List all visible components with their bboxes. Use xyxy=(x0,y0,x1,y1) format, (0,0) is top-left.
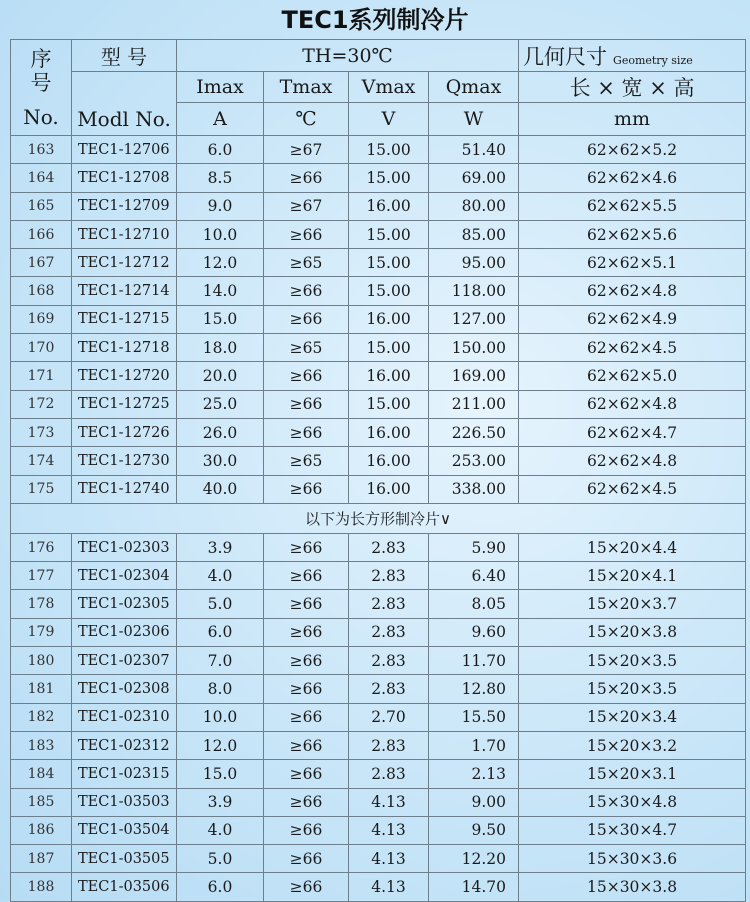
header-dims xyxy=(519,72,746,103)
row-qmax: 14.70 xyxy=(429,873,519,901)
row-vmax: 2.83 xyxy=(349,590,429,618)
row-qmax: 11.70 xyxy=(429,647,519,675)
row-tmax: ≥66 xyxy=(264,845,349,873)
row-number: 172 xyxy=(11,390,72,418)
table-row xyxy=(11,816,746,844)
row-imax: 40.0 xyxy=(177,475,264,503)
row-imax: 8.0 xyxy=(177,675,264,703)
row-vmax: 2.83 xyxy=(349,533,429,561)
row-size: 62×62×4.8 xyxy=(519,390,746,418)
row-qmax: 80.00 xyxy=(429,192,519,220)
row-size: 62×62×4.6 xyxy=(519,164,746,192)
row-imax: 3.9 xyxy=(177,533,264,561)
row-imax: 14.0 xyxy=(177,277,264,305)
row-qmax: 1.70 xyxy=(429,731,519,759)
header-model-en-label: Modl No. xyxy=(77,107,171,131)
header-qmax-label: Qmax xyxy=(445,76,502,98)
row-vmax: 15.00 xyxy=(349,390,429,418)
header-geometry xyxy=(519,40,746,72)
row-number: 187 xyxy=(11,845,72,873)
table-row xyxy=(11,418,746,446)
row-model: TEC1-12706 xyxy=(72,136,177,164)
row-vmax: 15.00 xyxy=(349,220,429,248)
row-tmax: ≥66 xyxy=(264,390,349,418)
row-vmax: 2.70 xyxy=(349,703,429,731)
row-tmax: ≥67 xyxy=(264,192,349,220)
row-model: TEC1-12725 xyxy=(72,390,177,418)
row-vmax: 15.00 xyxy=(349,249,429,277)
row-model: TEC1-02303 xyxy=(72,533,177,561)
table-row xyxy=(11,533,746,561)
header-vmax xyxy=(349,72,429,103)
row-size: 15×20×3.5 xyxy=(519,675,746,703)
header-tmax-label: Tmax xyxy=(279,76,333,98)
row-imax: 15.0 xyxy=(177,760,264,788)
row-imax: 10.0 xyxy=(177,220,264,248)
row-number: 185 xyxy=(11,788,72,816)
row-model: TEC1-02306 xyxy=(72,618,177,646)
row-qmax: 226.50 xyxy=(429,418,519,446)
row-tmax: ≥66 xyxy=(264,816,349,844)
row-vmax: 2.83 xyxy=(349,731,429,759)
row-vmax: 16.00 xyxy=(349,362,429,390)
row-tmax: ≥66 xyxy=(264,305,349,333)
header-model-en xyxy=(72,72,177,136)
table-row xyxy=(11,136,746,164)
header-dims-label: 长 × 宽 × 高 xyxy=(569,76,695,100)
row-size: 15×20×3.2 xyxy=(519,731,746,759)
row-size: 15×30×4.8 xyxy=(519,788,746,816)
table-row xyxy=(11,703,746,731)
spec-table xyxy=(10,39,746,902)
table-row xyxy=(11,873,746,901)
table-body-group2 xyxy=(11,533,746,901)
header-dims-unit-label: mm xyxy=(614,108,651,130)
table-row xyxy=(11,220,746,248)
table-separator xyxy=(11,503,746,533)
header-seq-label: 序号 xyxy=(30,46,52,95)
header-vmax-unit-label: V xyxy=(381,108,396,130)
row-number: 177 xyxy=(11,562,72,590)
table-row xyxy=(11,618,746,646)
row-number: 188 xyxy=(11,873,72,901)
header-vmax-label: Vmax xyxy=(361,76,416,98)
row-size: 15×20×3.7 xyxy=(519,590,746,618)
row-qmax: 253.00 xyxy=(429,447,519,475)
row-tmax: ≥66 xyxy=(264,277,349,305)
row-number: 181 xyxy=(11,675,72,703)
row-size: 62×62×5.5 xyxy=(519,192,746,220)
header-geometry-en-label: Geometry size xyxy=(613,53,693,67)
row-size: 62×62×5.1 xyxy=(519,249,746,277)
header-no-label: No. xyxy=(23,104,59,129)
row-imax: 7.0 xyxy=(177,647,264,675)
row-number: 167 xyxy=(11,249,72,277)
row-qmax: 5.90 xyxy=(429,533,519,561)
header-imax xyxy=(177,72,264,103)
header-qmax xyxy=(429,72,519,103)
header-tmax-unit-label: ℃ xyxy=(295,108,317,130)
row-number: 176 xyxy=(11,533,72,561)
table-row xyxy=(11,647,746,675)
row-number: 168 xyxy=(11,277,72,305)
header-seq xyxy=(11,40,72,136)
row-number: 183 xyxy=(11,731,72,759)
row-imax: 6.0 xyxy=(177,618,264,646)
table-row xyxy=(11,760,746,788)
row-tmax: ≥66 xyxy=(264,475,349,503)
row-qmax: 211.00 xyxy=(429,390,519,418)
row-vmax: 15.00 xyxy=(349,164,429,192)
row-imax: 3.9 xyxy=(177,788,264,816)
row-number: 175 xyxy=(11,475,72,503)
row-size: 15×30×3.8 xyxy=(519,873,746,901)
row-number: 178 xyxy=(11,590,72,618)
row-tmax: ≥66 xyxy=(264,362,349,390)
row-vmax: 16.00 xyxy=(349,305,429,333)
row-model: TEC1-03505 xyxy=(72,845,177,873)
row-qmax: 9.50 xyxy=(429,816,519,844)
row-vmax: 2.83 xyxy=(349,562,429,590)
table-row xyxy=(11,249,746,277)
row-imax: 5.0 xyxy=(177,590,264,618)
row-number: 179 xyxy=(11,618,72,646)
row-number: 165 xyxy=(11,192,72,220)
row-tmax: ≥66 xyxy=(264,647,349,675)
row-imax: 15.0 xyxy=(177,305,264,333)
header-qmax-unit-label: W xyxy=(463,108,484,130)
row-tmax: ≥66 xyxy=(264,675,349,703)
row-size: 15×20×3.8 xyxy=(519,618,746,646)
table-row xyxy=(11,362,746,390)
row-size: 62×62×4.9 xyxy=(519,305,746,333)
separator-row xyxy=(11,503,746,533)
row-vmax: 4.13 xyxy=(349,788,429,816)
table-row xyxy=(11,845,746,873)
row-vmax: 15.00 xyxy=(349,136,429,164)
row-qmax: 6.40 xyxy=(429,562,519,590)
row-model: TEC1-12730 xyxy=(72,447,177,475)
row-model: TEC1-12714 xyxy=(72,277,177,305)
row-qmax: 150.00 xyxy=(429,334,519,362)
row-size: 15×30×4.7 xyxy=(519,816,746,844)
table-row xyxy=(11,590,746,618)
header-imax-label: Imax xyxy=(196,76,244,98)
header-tmax xyxy=(264,72,349,103)
table-row xyxy=(11,390,746,418)
header-model xyxy=(72,40,177,72)
row-number: 171 xyxy=(11,362,72,390)
row-model: TEC1-02308 xyxy=(72,675,177,703)
row-tmax: ≥66 xyxy=(264,618,349,646)
row-vmax: 2.83 xyxy=(349,760,429,788)
row-tmax: ≥65 xyxy=(264,249,349,277)
row-tmax: ≥65 xyxy=(264,334,349,362)
row-tmax: ≥66 xyxy=(264,873,349,901)
row-vmax: 2.83 xyxy=(349,647,429,675)
row-imax: 6.0 xyxy=(177,136,264,164)
row-tmax: ≥66 xyxy=(264,418,349,446)
table-row xyxy=(11,334,746,362)
row-qmax: 95.00 xyxy=(429,249,519,277)
row-model: TEC1-12726 xyxy=(72,418,177,446)
row-number: 186 xyxy=(11,816,72,844)
row-size: 62×62×4.7 xyxy=(519,418,746,446)
table-body-group1 xyxy=(11,136,746,504)
row-qmax: 51.40 xyxy=(429,136,519,164)
row-model: TEC1-03504 xyxy=(72,816,177,844)
row-qmax: 85.00 xyxy=(429,220,519,248)
row-model: TEC1-12740 xyxy=(72,475,177,503)
row-tmax: ≥66 xyxy=(264,533,349,561)
row-imax: 12.0 xyxy=(177,731,264,759)
row-size: 15×20×4.4 xyxy=(519,533,746,561)
row-model: TEC1-02305 xyxy=(72,590,177,618)
row-imax: 8.5 xyxy=(177,164,264,192)
table-row xyxy=(11,447,746,475)
row-imax: 12.0 xyxy=(177,249,264,277)
row-size: 62×62×5.0 xyxy=(519,362,746,390)
row-qmax: 12.20 xyxy=(429,845,519,873)
row-qmax: 9.00 xyxy=(429,788,519,816)
row-imax: 20.0 xyxy=(177,362,264,390)
row-imax: 9.0 xyxy=(177,192,264,220)
row-model: TEC1-12718 xyxy=(72,334,177,362)
row-qmax: 9.60 xyxy=(429,618,519,646)
table-row xyxy=(11,788,746,816)
row-model: TEC1-12720 xyxy=(72,362,177,390)
row-size: 15×30×3.6 xyxy=(519,845,746,873)
row-imax: 10.0 xyxy=(177,703,264,731)
row-number: 180 xyxy=(11,647,72,675)
row-size: 15×20×3.4 xyxy=(519,703,746,731)
row-model: TEC1-02312 xyxy=(72,731,177,759)
row-qmax: 2.13 xyxy=(429,760,519,788)
table-row xyxy=(11,164,746,192)
row-size: 15×20×4.1 xyxy=(519,562,746,590)
row-tmax: ≥66 xyxy=(264,220,349,248)
row-tmax: ≥67 xyxy=(264,136,349,164)
row-qmax: 15.50 xyxy=(429,703,519,731)
row-vmax: 2.83 xyxy=(349,675,429,703)
row-imax: 4.0 xyxy=(177,816,264,844)
table-row xyxy=(11,192,746,220)
row-imax: 6.0 xyxy=(177,873,264,901)
row-model: TEC1-02310 xyxy=(72,703,177,731)
row-tmax: ≥66 xyxy=(264,760,349,788)
row-model: TEC1-12712 xyxy=(72,249,177,277)
row-number: 166 xyxy=(11,220,72,248)
row-size: 15×20×3.1 xyxy=(519,760,746,788)
table-row xyxy=(11,277,746,305)
separator-label: 以下为长方形制冷片∨ xyxy=(305,509,451,528)
row-vmax: 16.00 xyxy=(349,475,429,503)
header-geometry-label: 几何尺寸 xyxy=(523,44,608,69)
row-model: TEC1-12708 xyxy=(72,164,177,192)
header-tmax-unit xyxy=(264,103,349,136)
row-model: TEC1-03503 xyxy=(72,788,177,816)
row-qmax: 169.00 xyxy=(429,362,519,390)
header-model-label: 型 号 xyxy=(100,45,148,69)
row-imax: 25.0 xyxy=(177,390,264,418)
row-vmax: 4.13 xyxy=(349,816,429,844)
row-number: 182 xyxy=(11,703,72,731)
row-imax: 30.0 xyxy=(177,447,264,475)
row-tmax: ≥66 xyxy=(264,788,349,816)
header-dims-unit xyxy=(519,103,746,136)
row-vmax: 4.13 xyxy=(349,845,429,873)
row-vmax: 16.00 xyxy=(349,418,429,446)
table-row xyxy=(11,731,746,759)
row-number: 164 xyxy=(11,164,72,192)
header-vmax-unit xyxy=(349,103,429,136)
row-tmax: ≥66 xyxy=(264,562,349,590)
header-th-condition xyxy=(177,40,519,72)
row-qmax: 8.05 xyxy=(429,590,519,618)
row-vmax: 16.00 xyxy=(349,192,429,220)
row-size: 62×62×5.6 xyxy=(519,220,746,248)
row-vmax: 16.00 xyxy=(349,447,429,475)
row-model: TEC1-12709 xyxy=(72,192,177,220)
row-model: TEC1-02307 xyxy=(72,647,177,675)
table-row xyxy=(11,675,746,703)
row-qmax: 338.00 xyxy=(429,475,519,503)
row-size: 62×62×4.5 xyxy=(519,475,746,503)
row-model: TEC1-02304 xyxy=(72,562,177,590)
table-row xyxy=(11,562,746,590)
row-vmax: 4.13 xyxy=(349,873,429,901)
row-number: 173 xyxy=(11,418,72,446)
row-model: TEC1-02315 xyxy=(72,760,177,788)
row-tmax: ≥66 xyxy=(264,590,349,618)
row-number: 170 xyxy=(11,334,72,362)
row-qmax: 127.00 xyxy=(429,305,519,333)
page-title: TEC1系列制冷片 xyxy=(281,6,469,34)
row-size: 15×20×3.5 xyxy=(519,647,746,675)
header-qmax-unit xyxy=(429,103,519,136)
row-vmax: 15.00 xyxy=(349,277,429,305)
row-size: 62×62×4.8 xyxy=(519,447,746,475)
table-row xyxy=(11,475,746,503)
row-model: TEC1-12715 xyxy=(72,305,177,333)
row-vmax: 2.83 xyxy=(349,618,429,646)
row-imax: 18.0 xyxy=(177,334,264,362)
row-tmax: ≥66 xyxy=(264,164,349,192)
row-tmax: ≥66 xyxy=(264,703,349,731)
row-model: TEC1-03506 xyxy=(72,873,177,901)
header-th-label: TH=30℃ xyxy=(302,44,393,67)
row-number: 169 xyxy=(11,305,72,333)
row-size: 62×62×4.5 xyxy=(519,334,746,362)
row-imax: 4.0 xyxy=(177,562,264,590)
row-vmax: 15.00 xyxy=(349,334,429,362)
row-model: TEC1-12710 xyxy=(72,220,177,248)
table-row xyxy=(11,305,746,333)
row-number: 174 xyxy=(11,447,72,475)
row-imax: 26.0 xyxy=(177,418,264,446)
row-number: 163 xyxy=(11,136,72,164)
header-imax-unit-label: A xyxy=(213,108,227,130)
row-qmax: 12.80 xyxy=(429,675,519,703)
row-imax: 5.0 xyxy=(177,845,264,873)
row-size: 62×62×5.2 xyxy=(519,136,746,164)
row-size: 62×62×4.8 xyxy=(519,277,746,305)
row-number: 184 xyxy=(11,760,72,788)
row-tmax: ≥65 xyxy=(264,447,349,475)
row-qmax: 69.00 xyxy=(429,164,519,192)
row-tmax: ≥66 xyxy=(264,731,349,759)
header-imax-unit xyxy=(177,103,264,136)
row-qmax: 118.00 xyxy=(429,277,519,305)
